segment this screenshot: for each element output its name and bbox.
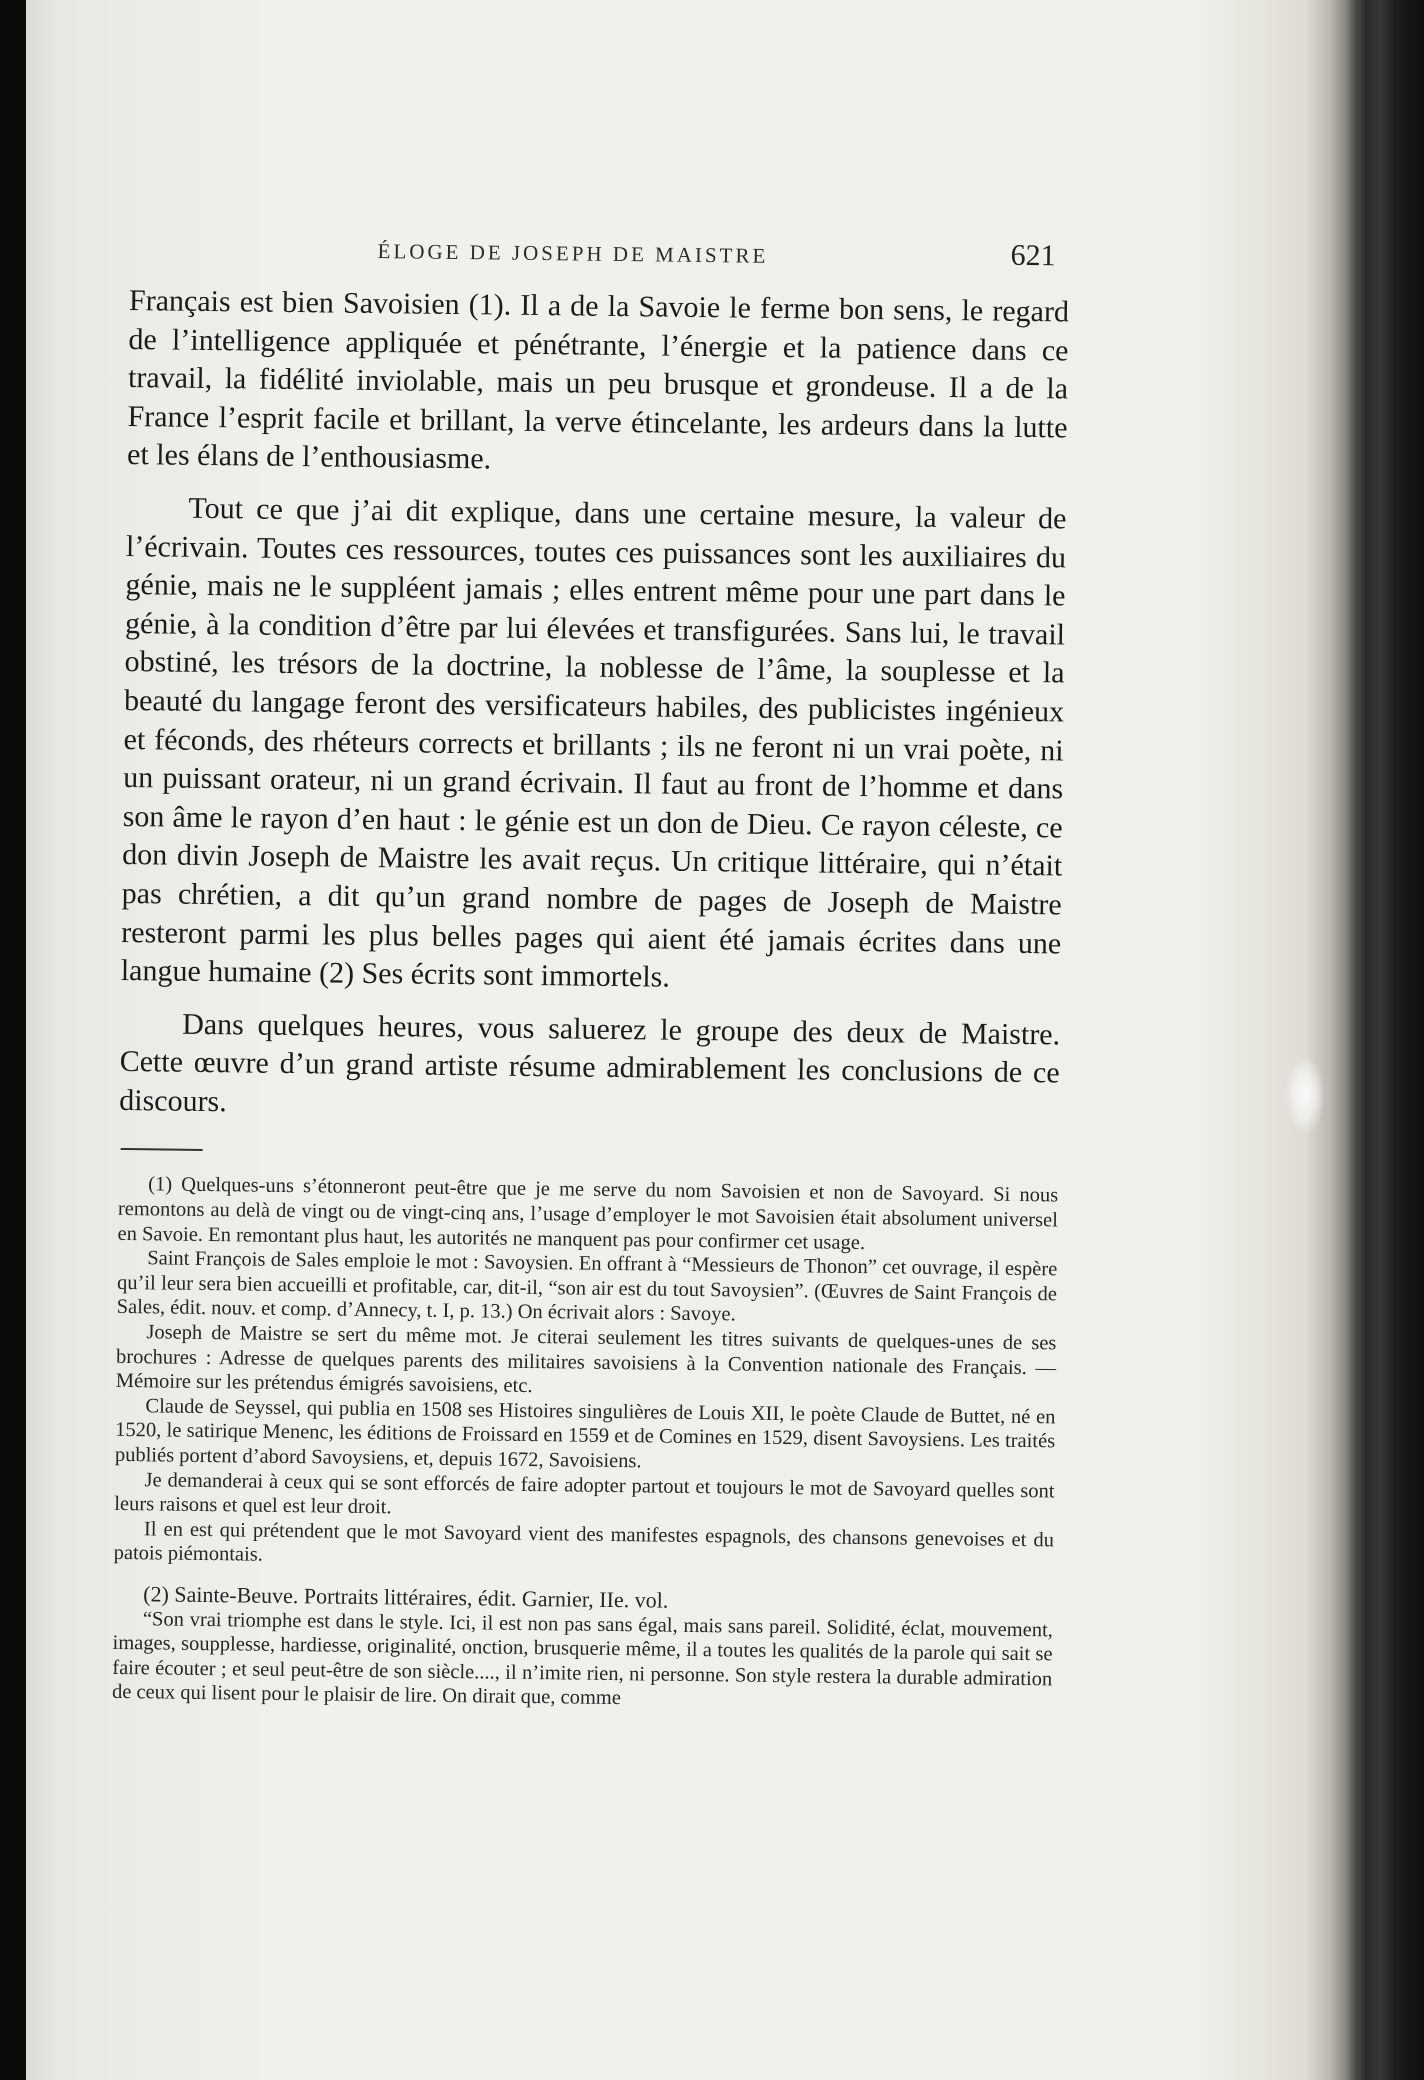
footnote-paragraph: (1) Quelques-uns s’étonneront peut-être que je me serve du nom Savoisien et non de Savoyard. Si nous remontons au delà de vingt ou de vingt-cinq ans, l’usage d’employer le mot Savoisien était absolument universel en Savoie. En remontant plus haut, les autorités ne manquent pas pour confirmer cet usage. bbox=[117, 1173, 1059, 1254]
paper-blemish bbox=[1285, 1055, 1325, 1135]
running-title: ÉLOGE DE JOSEPH DE MAISTRE bbox=[377, 239, 769, 268]
book-page bbox=[108, 220, 1070, 2011]
footnote-paragraph: Joseph de Maistre se sert du même mot. Je citerai seulement les titres suivants de quelques-unes de ses brochures : Adresse de quelques parents des militaires savoisiens à la Convention nationale des Français. — Mémoire sur les prétendus émigrés savoisiens, etc. bbox=[115, 1321, 1057, 1398]
footnote-paragraph: Il en est qui prétendent que le mot Savoyard vient des manifestes espagnols, des chansons genevoises et du patois piémontais. bbox=[113, 1518, 1055, 1567]
page-edge-shadow bbox=[0, 0, 26, 2080]
page-number: 621 bbox=[1010, 238, 1056, 273]
paragraph: Tout ce que j’ai dit explique, dans une certaine mesure, la valeur de l’écrivain. Toutes ces ressources, toutes ces puissances sont les auxiliaires du génie, mais ne le suppléent jamais ; elles entrent même pour une part dans le génie, à la condition d’être par lui élevées et transfigurées. Sans lui, le travail obstiné, les trésors de la doctrine, la noblesse de l’âme, la souplesse et la beauté du langage feront des versificateurs habiles, des publicistes ingénieux et féconds, des rhéteurs corrects et brillants ; ils ne feront ni un vrai poète, ni un puissant orateur, ni un grand écrivain. Il faut au front de l’homme et dans son âme le rayon d’en haut : le génie est un don de Dieu. Ce rayon céleste, ce don divin Joseph de Maistre les avait reçus. Un critique littéraire, qui n’était pas chrétien, a dit qu’un grand nombre de pages de Joseph de Maistre resteront parmi les plus belles pages qui aient été jamais écrites dans une langue humaine (2) Ses écrits sont immortels. bbox=[120, 491, 1067, 994]
paragraph: Français est bien Savoisien (1). Il a de la Savoie le ferme bon sens, le regard de l’intelligence appliquée et pénétrante, l’énergie et la patience dans ce travail, la fidélité inviolable, mais un peu brusque et grondeuse. Il a de la France l’esprit facile et brillant, la verve étincelante, les ardeurs dans la lutte et les élans de l’enthousiasme. bbox=[126, 283, 1070, 476]
paragraph: Dans quelques heures, vous saluerez le groupe des deux de Maistre. Cette œuvre d’un grand artiste résume admirablement les conclusions de ce discours. bbox=[119, 1007, 1061, 1119]
body-text bbox=[119, 282, 1069, 1132]
footnote-paragraph: (2) Sainte-Beuve. Portraits littéraires, édit. Garnier, IIe. vol. bbox=[143, 1581, 669, 1613]
footnote-paragraph: “Son vrai triomphe est dans le style. Ici, il est non pas sans égal, mais sans pareil. Solidité, éclat, mouvement, images, soupplesse, hardiesse, originalité, onction, brusquerie même, il a toutes les qualités de la parole qui sait se faire écouter ; et seul peut-être de son siècle...., il n’imite rien, ni personne. Son style restera la durable admiration de ceux qui lisent pour le plaisir de lire. On dirait que, comme bbox=[111, 1607, 1053, 1710]
footnote-paragraph: Saint François de Sales emploie le mot : Savoysien. En offrant à “Messieurs de Thonon” cet ouvrage, il espère qu’il leur sera bien accueilli et profitable, car, dit-il, “son air est du tout Savoysien”. (Œuvres de Saint François de Sales, édit. nouv. et comp. d’Annecy, t. I, p. 13.) On écrivait alors : Savoye. bbox=[116, 1247, 1058, 1326]
footnotes bbox=[112, 1172, 1058, 1716]
page-header bbox=[129, 220, 1070, 281]
footnote-divider bbox=[121, 1148, 203, 1151]
footnote-paragraph: Claude de Seyssel, qui publia en 1508 ses Histoires singulières de Louis XII, le poète Claude de Buttet, né en 1520, le satirique Menenc, les éditions de Froissard en 1559 et de Comines en 1529, disent Savoysiens. Les traités publiés portent d’abord Savoysiens, et, depuis 1672, Savoisiens. bbox=[114, 1395, 1056, 1473]
footnote-paragraph: Je demanderai à ceux qui se sont efforcés de faire adopter partout et toujours le mot de Savoyard quelles sont leurs raisons et quel est leur droit. bbox=[114, 1468, 1055, 1519]
